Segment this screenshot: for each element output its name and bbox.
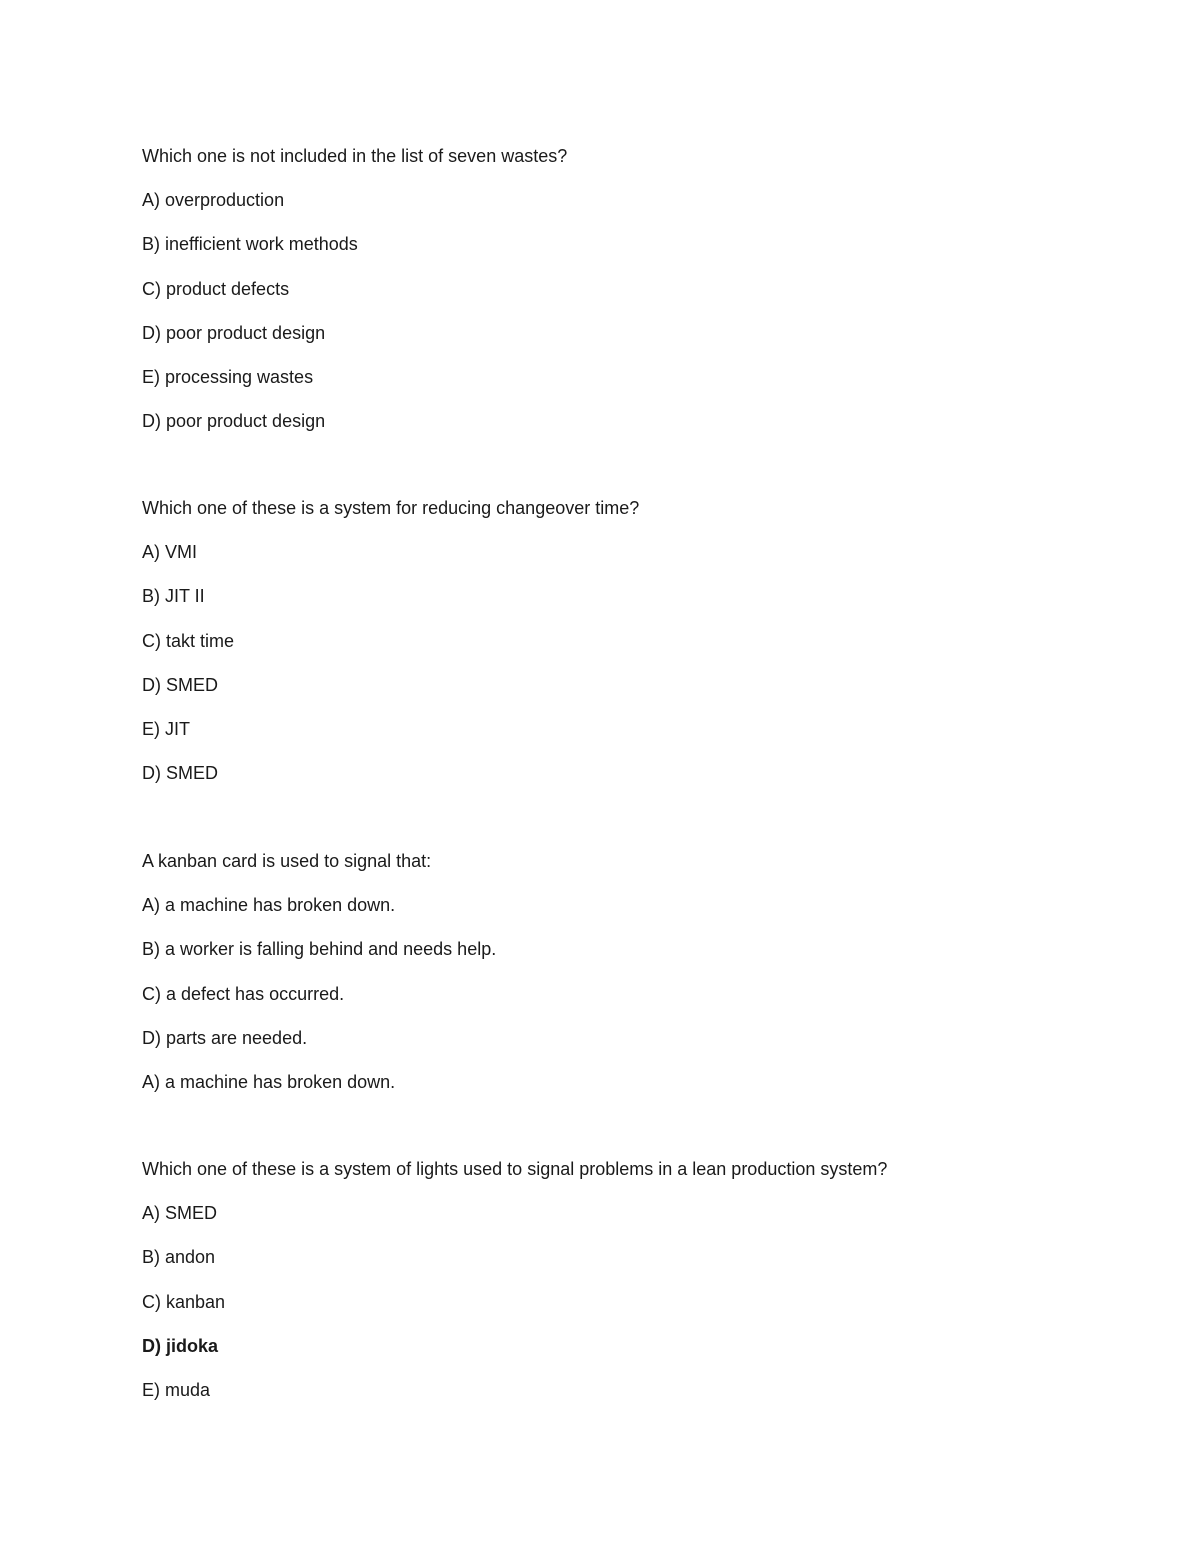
question-2-option-d: D) SMED [142, 674, 218, 695]
question-2 [142, 497, 1102, 806]
question-1-option-e: E) processing wastes [142, 366, 314, 387]
question-4-option-b: B) andon [142, 1247, 216, 1268]
question-4 [142, 1158, 1102, 1423]
question-4-option-d: D) jidoka [142, 1335, 219, 1356]
question-4-option-c: C) kanban [142, 1291, 226, 1312]
question-1-option-d: D) poor product design [142, 322, 326, 343]
question-3-option-a: A) a machine has broken down. [142, 895, 396, 916]
question-1-option-a: A) overproduction [142, 190, 285, 211]
question-3-prompt: A kanban card is used to signal that: [142, 851, 432, 871]
question-4-prompt: Which one of these is a system of lights used to signal problems in a lean production system? [142, 1159, 888, 1179]
question-4-option-a: A) SMED [142, 1203, 218, 1224]
question-1-option-b: B) inefficient work methods [142, 234, 358, 255]
question-2-option-e: E) JIT [142, 718, 190, 739]
question-3-option-b: B) a worker is falling behind and needs help. [142, 939, 497, 960]
question-3-answer: A) a machine has broken down. [142, 1071, 396, 1092]
question-2-option-a: A) VMI [142, 542, 198, 563]
question-1 [142, 145, 1102, 454]
question-1-option-c: C) product defects [142, 278, 290, 299]
question-1-prompt: Which one is not included in the list of seven wastes? [142, 146, 568, 166]
question-2-prompt: Which one of these is a system for reducing changeover time? [142, 498, 640, 518]
question-2-option-c: C) takt time [142, 630, 235, 651]
question-3-option-c: C) a defect has occurred. [142, 983, 345, 1004]
question-3-option-d: D) parts are needed. [142, 1027, 308, 1048]
question-2-option-b: B) JIT II [142, 586, 205, 607]
question-4-option-e: E) muda [142, 1379, 211, 1400]
question-2-answer: D) SMED [142, 763, 218, 784]
question-3 [142, 850, 1102, 1115]
question-1-answer: D) poor product design [142, 411, 326, 432]
